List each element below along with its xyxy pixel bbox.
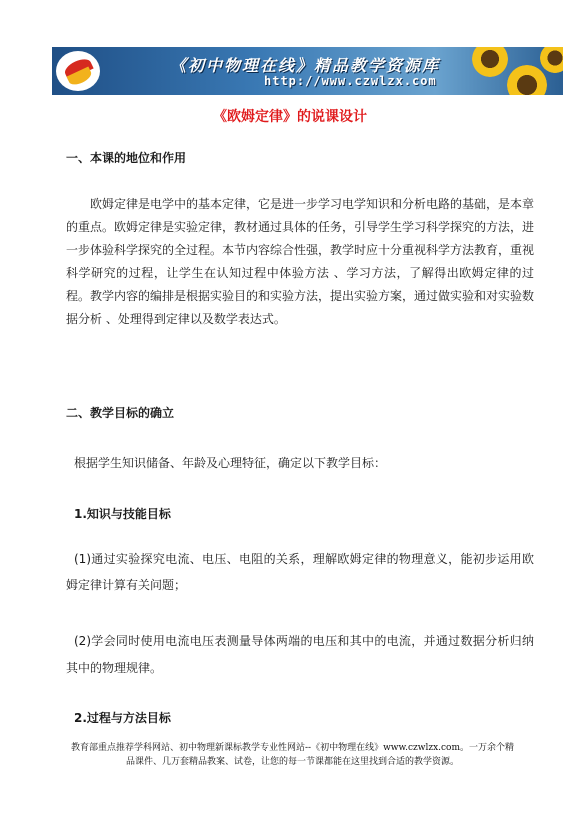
section2-intro: 根据学生知识储备、年龄及心理特征，确定以下教学目标： [74,456,387,470]
section2-heading: 二、教学目标的确立 [66,406,175,420]
footer-line-2: 品课件、几万套精品教案、试卷，让您的每一节课都能在这里找到合适的教学资源。 [125,757,459,767]
sunflower-icon [540,47,563,73]
objective-item-2: (2)学会同时使用电流电压表测量导体两端的电压和其中的电流，并通过数据分析归纳其中的物理规律。 [66,634,534,675]
page-footer [50,741,535,769]
objective-item-1: (1)通过实验探究电流、电压、电阻的关系，理解欧姆定律的物理意义，能初步运用欧姆定律计算有关问题； [66,552,534,592]
banner-url: http://www.czwlzx.com [264,74,437,88]
site-banner [52,47,563,95]
section1-heading: 一、本课的地位和作用 [66,151,187,165]
footer-line-1: 教育部重点推荐学科网站、初中物理新课标教学专业性网站--《初中物理在线》www.czwlzx.com。一万余个精 [70,743,515,753]
site-logo-icon [56,51,100,91]
banner-title: 《初中物理在线》精品教学资源库 [170,56,441,75]
sunflower-icon [507,65,547,95]
sunflower-icon [472,47,508,77]
subsection2-heading: 2.过程与方法目标 [74,711,171,725]
section1-paragraph: 欧姆定律是电学中的基本定律，它是进一步学习电学知识和分析电路的基础，是本章的重点。欧姆定律是实验定律，教材通过具体的任务，引导学生学习科学探究的方法，进一步体验科学探究的全过程。本节内容综合性强，教学时应十分重视科学方法教育，重视科学研究的过程，让学生在认知过程中体验方法 、学习方法，了解得出欧姆定律的过程。教学内容的编排是根据实验目的和实验方法，提出实验方案，通过做实验和对实验数据分析 、处理得到定律以及数学表达式。 [66,197,535,326]
subsection1-heading: 1.知识与技能目标 [74,507,171,521]
document-title: 《欧姆定律》的说课设计 [213,109,367,125]
